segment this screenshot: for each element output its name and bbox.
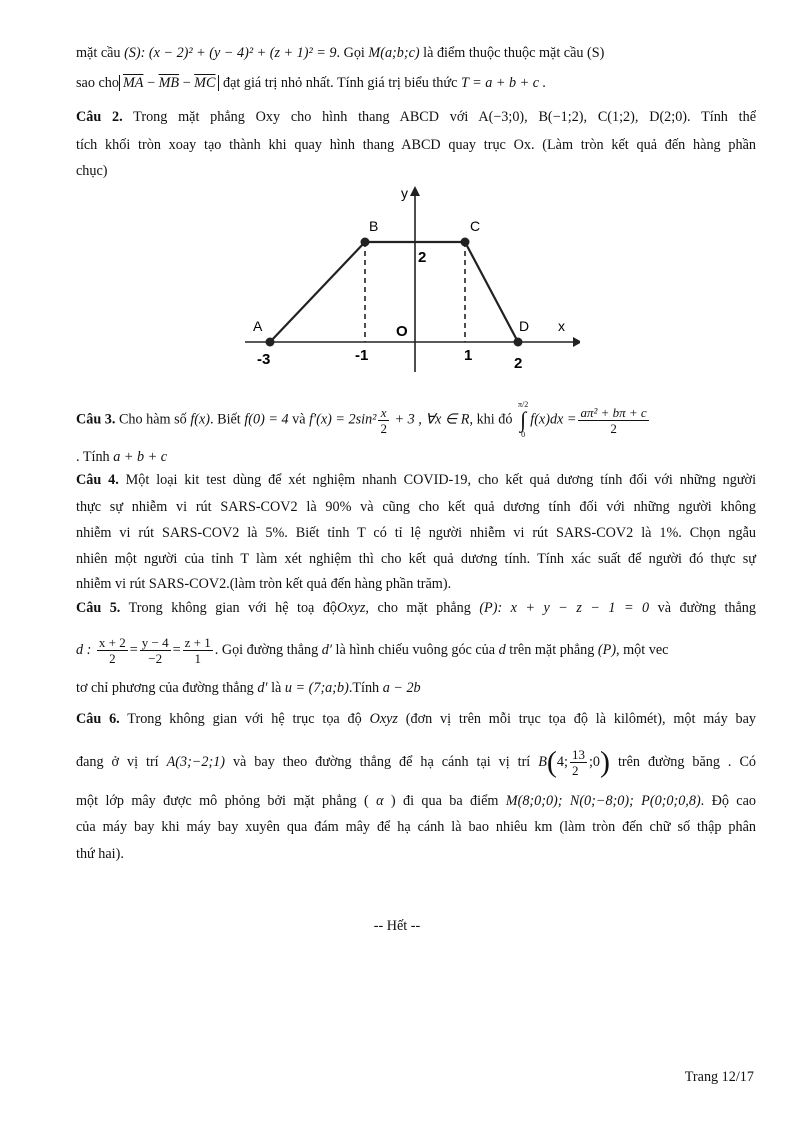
text: tích khối tròn xoay tạo thành khi quay hình thang ABCD quay trục Ox. (Làm tròn kết quả đến hàng phần (76, 137, 756, 153)
intro-line-2 (76, 73, 756, 93)
trapezoid-outline (270, 242, 518, 342)
text: nhiên một người của tỉnh T làm xét nghiệm thì cho kết quả dương tính. Tính xác suất để người đó thực sự (76, 551, 756, 567)
text: là (267, 680, 285, 696)
denominator: 1 (194, 651, 201, 667)
y-tick-2-label: 2 (418, 249, 427, 266)
y-axis-label: y (401, 185, 408, 201)
text: và đường thẳng (649, 600, 756, 616)
text: của máy bay khi máy bay xuyên qua đám mây để hạ cánh là bao nhiêu km (làm tròn đến chữ số thập phân (76, 819, 756, 835)
integral-upper-bound: π/2 (517, 400, 529, 409)
alpha-symbol: α (376, 793, 384, 809)
point-b-dot (361, 238, 370, 247)
text: và (288, 411, 310, 428)
fraction-2 (140, 635, 171, 666)
text: nhiễm vi rút SARS-COV2.(làm tròn kết quả đến hàng phần trăm). (76, 576, 452, 592)
q4-line-4 (76, 549, 756, 569)
q4-line-1 (76, 470, 756, 490)
denominator: 2 (380, 420, 387, 436)
q2-line-3 (76, 161, 756, 181)
numerator: aπ² + bπ + c (580, 404, 647, 420)
y-axis-arrow (410, 186, 420, 196)
point-c-label: C (470, 218, 481, 234)
text: . Độ cao (700, 793, 756, 809)
text: trên đường băng . Có (609, 754, 756, 770)
q5-line-1 (76, 598, 756, 618)
point-d-dot (514, 338, 523, 347)
text: đạt giá trị nhỏ nhất. Tính giá trị biểu thức (219, 75, 461, 91)
x-axis-arrow (573, 337, 580, 347)
integral-body: f(x)dx = (530, 411, 577, 428)
text: Trong không gian với hệ trục tọa độ (119, 711, 370, 727)
text: . Gọi (336, 45, 369, 61)
q6-line-4 (76, 817, 756, 837)
oxyz: Oxyz (337, 600, 366, 616)
vector-ma: $\overline{MA}$ (122, 75, 144, 91)
numerator: 13 (571, 747, 585, 763)
numerator: z + 1 (184, 635, 211, 651)
fraction-3 (183, 635, 213, 666)
q6-line-2: đang ở vị trí A(3;−2;1) và bay theo đường thẳng để hạ cánh tại vị trí B(4; $\frac{13}{2}$ ;0) trên đường băng . Có (76, 745, 756, 779)
cloud-points: M(8;0;0); N(0;−8;0); P(0;0;0,8) (505, 793, 701, 809)
x-tick-m1-label: -1 (355, 347, 369, 364)
text: sao cho (76, 75, 119, 91)
numerator: x (378, 405, 389, 421)
text: chục) (76, 163, 108, 179)
expression: a − 2b (382, 680, 421, 696)
end-marker: -- Hết -- (373, 918, 421, 934)
text: và bay theo đường thẳng để hạ cánh tại vị trí (225, 754, 539, 770)
numerator: x + 2 (98, 635, 126, 651)
question-label: Câu 2. (76, 109, 123, 125)
text: Trong mặt phẳng Oxy cho hình thang ABCD với A(−3;0), B(−1;2), C(1;2), D(2;0). Tính thể (122, 109, 756, 125)
point-b-label: B (369, 218, 379, 234)
q5-line-3 (76, 678, 756, 698)
direction-vector: u = (7;a;b) (284, 680, 349, 696)
q3-line-1 (76, 400, 756, 440)
question-label: Câu 6. (76, 711, 120, 727)
point-c-dot (461, 238, 470, 247)
point-b-fraction (570, 747, 587, 778)
x-tick-1-label: 1 (464, 347, 473, 364)
point-a: A(3;−2;1) (166, 754, 225, 770)
q6-line-1 (76, 709, 756, 729)
q2-line-2 (76, 135, 756, 155)
numerator: y − 4 (141, 635, 169, 651)
q3-line-2 (76, 447, 756, 467)
x-tick-2-label: 2 (514, 355, 523, 372)
denominator: 2 (109, 651, 116, 667)
q6-line-5 (76, 844, 756, 864)
vector-abs-expression: $\overline{MA} - \overline{MB} - \overline{MC}$ (119, 75, 220, 91)
x-axis-label: x (558, 318, 565, 334)
sphere-equation: (S): (x − 2)² + (y − 4)² + (z + 1)² = 9 (124, 45, 337, 61)
point-b-x: 4; (556, 754, 568, 770)
page-number: Trang 12/17 (684, 1069, 754, 1085)
expression-t: T = a + b + c . (460, 75, 547, 91)
text: là hình chiếu vuông góc của (331, 642, 499, 658)
text: , một vec (616, 642, 669, 658)
text: trên mặt phẳng (505, 642, 598, 658)
question-label: Câu 5. (76, 600, 121, 616)
point-a-label: A (253, 318, 263, 334)
denominator: −2 (148, 651, 163, 667)
point-a-dot (266, 338, 275, 347)
text: tơ chỉ phương của đường thẳng (76, 680, 258, 696)
point-b: B (538, 754, 547, 770)
fraction-1 (97, 635, 128, 666)
text: Trong không gian với hệ toạ độ (120, 600, 338, 616)
denominator: 2 (610, 420, 617, 436)
point-d-label: D (519, 318, 530, 334)
x-tick-m3-label: -3 (257, 351, 271, 368)
text: một lớp mây được mô phỏng bởi mặt phẳng ( (76, 793, 377, 809)
f-prime-tail: + 3 , ∀x ∈ R (390, 411, 470, 428)
text: . Tính (76, 449, 114, 465)
text: . Gọi đường thẳng (214, 642, 322, 658)
point-m: M(a;b;c) (368, 45, 420, 61)
text: Một loại kit test dùng để xét nghiệm nhanh COVID-19, cho kết quả dương tính đối với những người (118, 472, 757, 488)
f-zero: f(0) = 4 (244, 411, 289, 428)
q4-line-5 (76, 574, 756, 594)
line-d: d (498, 642, 506, 658)
plane-p-ref: (P) (597, 642, 617, 658)
intro-line-1 (76, 43, 756, 63)
origin-label: O (396, 323, 408, 340)
question-label: Câu 3. (76, 411, 116, 428)
vector-mb: $\overline{MB}$ (158, 75, 180, 91)
question-label: Câu 4. (76, 472, 119, 488)
text: mặt cầu (76, 45, 125, 61)
text: . Biết (210, 411, 245, 428)
q2-line-1 (76, 107, 756, 127)
vector-mc: $\overline{MC}$ (194, 75, 216, 91)
integral-lower-bound: 0 (521, 430, 526, 439)
q5-line-2: d : $\frac{x + 2}{2}$ = $\frac{y - 4}{-2}$ = $\frac{z + 1}{1}$ . Gọi đường thẳng d′ là hình chiếu vuông góc của d trên mặt phẳng (P), một vec (76, 635, 669, 667)
line-d-prime: d′ (257, 680, 268, 696)
integral: π/2 ∫ 0 (517, 400, 529, 439)
text: .Tính (348, 680, 383, 696)
text: (đơn vị trên mỗi trục tọa độ là kilômét), một máy bay (397, 711, 756, 727)
text: , khi đó (469, 411, 516, 428)
expression: a + b + c (113, 449, 168, 465)
fraction-x-over-2 (378, 405, 389, 436)
text: thực sự nhiễm vi rút SARS-COV2 là 90% và cũng cho kết quả dương tính đối với những người không (76, 499, 756, 515)
text: thứ hai). (76, 846, 124, 862)
text: Cho hàm số (115, 411, 191, 428)
plane-p: (P): x + y − z − 1 = 0 (479, 600, 650, 616)
line-d-label: d : (76, 642, 92, 658)
result-fraction (578, 405, 648, 436)
q4-line-2 (76, 497, 756, 517)
trapezoid-figure (240, 180, 580, 375)
text: ) đi qua ba điểm (383, 793, 506, 809)
text: , cho mặt phẳng (365, 600, 480, 616)
oxyz: Oxyz (369, 711, 398, 727)
line-d-prime: d′ (321, 642, 332, 658)
q6-line-3 (76, 791, 756, 811)
text: đang ở vị trí (76, 754, 167, 770)
point-b-z: ;0 (588, 754, 600, 770)
text: nhiễm vi rút SARS-COV2 là 5%. Biết tỉnh T có tỉ lệ người nhiễm vi rút SARS-COV2 là 1%. Chọn ngẫu (76, 525, 756, 541)
q4-line-3 (76, 523, 756, 543)
denominator: 2 (571, 763, 579, 779)
text: là điểm thuộc thuộc mặt cầu (S) (419, 45, 605, 61)
f-prime: f′(x) = 2sin² (309, 411, 377, 428)
function-f: f(x) (190, 411, 211, 428)
